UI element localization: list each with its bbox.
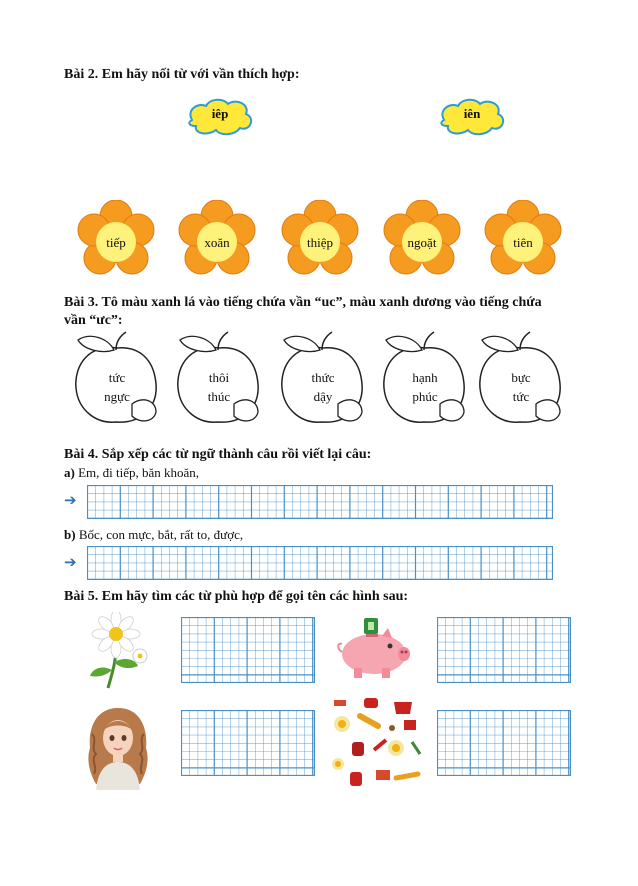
fruit-label-2: tức [512, 389, 530, 404]
bai4-a [64, 465, 199, 481]
flower-1 [76, 200, 156, 280]
bai3-title-line2: vần “ưc”: [64, 313, 123, 328]
bai2-title: Bài 2. Em hãy nối từ với vần thích hợp: [64, 67, 300, 82]
cloud-label: iên [463, 106, 481, 121]
bai4-b [64, 527, 243, 543]
flower-2 [177, 200, 257, 280]
fruit-label-1: tức [108, 370, 126, 385]
bai4-a-label: a) [64, 465, 75, 480]
answer-grid-4[interactable] [437, 710, 571, 781]
bai4-a-text: Em, đi tiếp, băn khoăn, [78, 465, 200, 480]
fruit-label-2: dậy [313, 389, 333, 404]
fruit-label-1: thôi [208, 370, 230, 385]
flower-label: ngoặt [407, 235, 437, 250]
cloud-iep [184, 96, 256, 138]
fruit-3 [276, 330, 370, 428]
food-pattern-image [330, 698, 422, 790]
fruit-label-2: ngực [104, 389, 130, 404]
fruit-label-1: thức [311, 370, 335, 385]
bai4-b-text: Bốc, con mực, bắt, rất to, được, [78, 527, 244, 542]
flower-label: tiếp [106, 235, 126, 250]
girl-image [80, 704, 156, 790]
fruit-5 [474, 330, 568, 428]
answer-grid-3[interactable] [181, 710, 315, 781]
fruit-2 [172, 330, 266, 428]
flower-3 [280, 200, 360, 280]
flower-label: tiên [513, 235, 533, 250]
writing-grid-a[interactable] [87, 485, 553, 524]
cloud-label: iêp [211, 106, 229, 121]
fruit-label-1: hạnh [412, 370, 438, 385]
fruit-4 [378, 330, 472, 428]
fruit-label-2: phúc [412, 389, 438, 404]
bai5-title: Bài 5. Em hãy tìm các từ phù hợp để gọi tên các hình sau: [64, 589, 409, 604]
flower-label: thiệp [307, 235, 333, 250]
flower-label: xoăn [204, 235, 230, 250]
arrow-icon: ➔ [64, 553, 77, 571]
bai3-title-line1: Bài 3. Tô màu xanh lá vào tiếng chứa vần “uc”, màu xanh dương vào tiếng chứa [64, 295, 542, 310]
answer-grid-1[interactable] [181, 617, 315, 688]
flower-4 [382, 200, 462, 280]
bai4-b-label: b) [64, 527, 76, 542]
fruit-label-1: bực [511, 370, 531, 385]
fruit-label-2: thúc [207, 389, 231, 404]
flower-5 [483, 200, 563, 280]
answer-grid-2[interactable] [437, 617, 571, 688]
piggy-bank-image [334, 614, 414, 684]
fruit-1 [70, 330, 164, 428]
cloud-ien [436, 96, 508, 138]
bai4-title: Bài 4. Sắp xếp các từ ngữ thành câu rồi viết lại câu: [64, 447, 372, 462]
daisy-image [82, 612, 152, 690]
arrow-icon: ➔ [64, 491, 77, 509]
writing-grid-b[interactable] [87, 546, 553, 585]
